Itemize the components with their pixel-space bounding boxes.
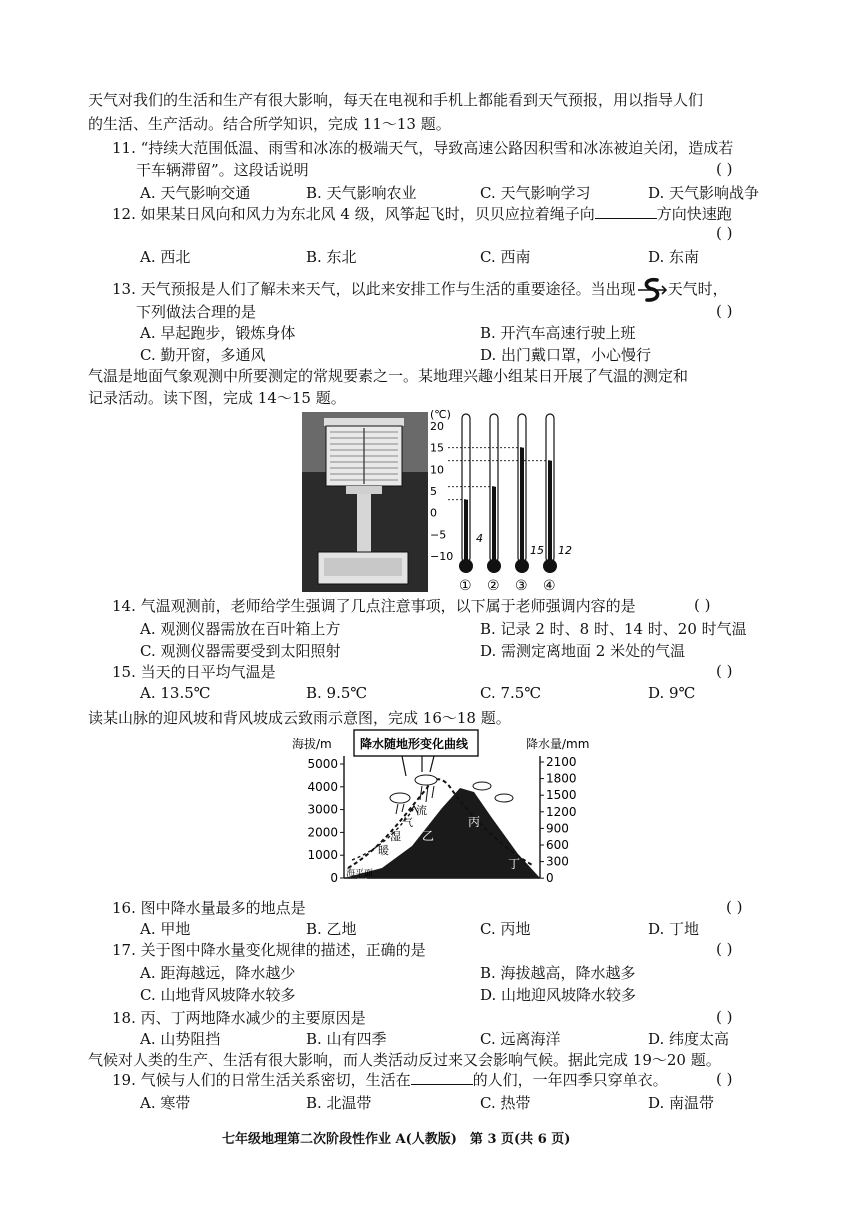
q16-option-c[interactable]: C. 丙地 [480,920,531,938]
q11-option-d[interactable]: D. 天气影响战争 [648,184,760,202]
altitude-tick-label: 5000 [307,757,338,771]
q17-option-d[interactable]: D. 山地迎风坡降水较多 [480,986,637,1004]
mercury-column [548,461,552,564]
q18-option-b[interactable]: B. 山有四季 [306,1030,387,1048]
thermometer-4 [543,414,557,594]
question-11-cont: 干车辆滞留”。这段话说明 [136,161,309,179]
diagram-title: 降水随地形变化曲线 [360,737,469,751]
question-19 [112,1070,668,1090]
intro-text-4: 气候对人类的生产、生活有很大影响，而人类活动反过来又会影响气候。据此完成 19～20 题。 [88,1051,721,1069]
moist-label: 湿 [390,830,401,843]
weather-symbol-icon [637,276,667,304]
question-19-text: 19. 气候与人们的日常生活关系密切，生活在 [112,1071,411,1089]
thermo-tick-label: 15 [430,441,444,455]
intro-text-1: 天气对我们的生活和生产有很大影响，每天在电视和手机上都能看到天气预报，用以指导人们 [88,91,704,109]
rain-tick-label: 2100 [546,755,577,769]
answer-paren-19[interactable]: ( ) [716,1070,733,1088]
thermometer-3 [515,414,529,594]
answer-paren-13[interactable]: ( ) [716,302,733,320]
thermo-tick-label: −10 [430,550,454,563]
q14-option-a[interactable]: A. 观测仪器需放在百叶箱上方 [140,620,341,638]
question-12-text: 12. 如果某日风向和风力为东北风 4 级，风筝起飞时，贝贝应拉着绳子向 [112,205,595,223]
q14-option-c[interactable]: C. 观测仪器需要受到太阳照射 [140,642,341,660]
q12-option-b[interactable]: B. 东北 [306,248,357,266]
q13-option-d[interactable]: D. 出门戴口罩，小心慢行 [480,346,652,364]
thermo-tick-label: −5 [430,528,447,542]
mercury-column [464,500,468,564]
q19-option-b[interactable]: B. 北温带 [306,1094,372,1112]
altitude-tick-label: 1000 [307,848,338,863]
rain-tick-label: 0 [546,871,554,886]
mercury-column [492,487,496,564]
q18-option-a[interactable]: A. 山势阻挡 [140,1030,221,1048]
answer-paren-11[interactable]: ( ) [716,160,733,178]
sea-level-label: 海平面 [346,869,374,879]
q14-option-b[interactable]: B. 记录 2 时、8 时、14 时、20 时气温 [480,620,747,638]
thermo-tick-label: 5 [430,485,437,498]
q19-option-d[interactable]: D. 南温带 [648,1094,715,1112]
thermo-unit-label: (℃) [430,408,451,421]
altitude-axis-label: 海拔/m [292,737,332,751]
rain-tick-label: 900 [546,821,569,836]
handwritten-note: 15 [530,544,544,557]
question-16: 16. 图中降水量最多的地点是 [112,899,306,917]
question-18: 18. 丙、丁两地降水减少的主要原因是 [112,1009,366,1027]
q11-option-c[interactable]: C. 天气影响学习 [480,184,591,202]
weather-station-photo [302,412,428,592]
thermometer-label: ② [487,578,500,594]
thermometer-2 [487,414,501,594]
intro-text-3: 读某山脉的迎风坡和背风坡成云致雨示意图，完成 16～18 题。 [88,709,511,727]
rain-axis-label: 降水量/mm [526,737,590,751]
q16-option-b[interactable]: B. 乙地 [306,920,357,938]
question-17: 17. 关于图中降水量变化规律的描述，正确的是 [112,941,426,959]
altitude-tick-label: 0 [330,871,338,885]
place-yi: 乙 [422,829,435,843]
thermometer-1 [459,414,473,594]
q16-option-d[interactable]: D. 丁地 [648,920,700,938]
q12-option-d[interactable]: D. 东南 [648,248,700,266]
question-19-tail: 的人们，一年四季只穿单衣。 [472,1071,668,1089]
question-12-tail: 方向快速跑 [656,205,732,223]
q13-option-a[interactable]: A. 早起跑步，锻炼身体 [140,324,296,342]
thermometer-label: ④ [543,578,556,594]
mountain-rain-diagram [282,728,602,894]
answer-paren-12[interactable]: ( ) [716,224,733,242]
thermo-tick-label: 10 [430,463,444,477]
q18-option-d[interactable]: D. 纬度太高 [648,1030,730,1048]
q15-option-b[interactable]: B. 9.5℃ [306,684,368,702]
q19-option-a[interactable]: A. 寒带 [140,1094,191,1112]
warm-label: 暖 [378,844,389,857]
handwritten-note: 4 [476,532,483,545]
altitude-tick-label: 2000 [307,825,338,840]
rain-tick-label: 600 [546,838,569,852]
question-13-tail: 天气时， [667,280,728,298]
q19-blank[interactable] [411,1070,473,1085]
answer-paren-14[interactable]: ( ) [694,596,711,614]
question-14: 14. 气温观测前，老师给学生强调了几点注意事项，以下属于老师强调内容的是 [112,597,636,615]
q19-option-c[interactable]: C. 热带 [480,1094,531,1112]
question-11: 11. “持续大范围低温、雨雪和冰冻的极端天气，导致高速公路因积雪和冰冻被迫关闭，造成若 [112,139,734,157]
air-label: 气 [402,816,413,829]
question-12 [112,204,732,224]
q18-option-c[interactable]: C. 远离海洋 [480,1030,561,1048]
q17-option-b[interactable]: B. 海拔越高，降水越多 [480,964,636,982]
q12-option-a[interactable]: A. 西北 [140,248,191,266]
q12-option-c[interactable]: C. 西南 [480,248,531,266]
rain-tick-label: 1800 [546,771,577,786]
q17-option-c[interactable]: C. 山地背风坡降水较多 [140,986,296,1004]
place-jia: 甲 [356,877,369,891]
intro-text-2b: 记录活动。读下图，完成 14～15 题。 [88,389,346,407]
q17-option-a[interactable]: A. 距海越远，降水越少 [140,964,296,982]
rain-tick-label: 1500 [546,788,577,803]
altitude-tick-label: 3000 [307,802,338,817]
q11-option-a[interactable]: A. 天气影响交通 [140,184,251,202]
q15-option-c[interactable]: C. 7.5℃ [480,684,542,702]
question-13-text: 13. 天气预报是人们了解未来天气，以此来安排工作与生活的重要途径。当出现 [112,280,636,298]
q13-option-b[interactable]: B. 开汽车高速行驶上班 [480,324,636,342]
rain-tick-label: 300 [546,854,569,869]
intro-text-1b: 的生活、生产活动。结合所学知识，完成 11～13 题。 [88,115,451,133]
q11-option-b[interactable]: B. 天气影响农业 [306,184,417,202]
q14-option-d[interactable]: D. 需测定离地面 2 米处的气温 [480,642,686,660]
q16-option-a[interactable]: A. 甲地 [140,920,191,938]
q12-blank[interactable] [595,204,657,219]
place-bing: 丙 [468,815,481,829]
question-15: 15. 当天的日平均气温是 [112,663,276,681]
thermo-tick-label: 20 [430,420,444,433]
answer-paren-16[interactable]: ( ) [726,898,743,916]
thermo-tick-label: 0 [430,506,437,520]
q13-option-c[interactable]: C. 勤开窗，多通风 [140,346,266,364]
intro-text-2: 气温是地面气象观测中所要测定的常规要素之一。某地理兴趣小组某日开展了气温的测定和 [88,367,689,385]
rain-tick-label: 1200 [546,804,577,819]
q15-option-d[interactable]: D. 9℃ [648,684,696,702]
handwritten-note: 12 [558,544,572,557]
place-ding: 丁 [508,857,521,871]
page-footer: 七年级地理第二次阶段性作业 A(人教版) 第 3 页(共 6 页) [222,1132,571,1147]
question-13-cont: 下列做法合理的是 [136,303,257,321]
answer-paren-18[interactable]: ( ) [716,1008,733,1026]
flow-label: 流 [416,804,427,817]
altitude-tick-label: 4000 [307,779,338,794]
question-13 [112,276,728,304]
mercury-column [520,448,524,564]
thermometer-label: ③ [515,578,528,594]
q15-option-a[interactable]: A. 13.5℃ [140,684,211,702]
answer-paren-17[interactable]: ( ) [716,940,733,958]
thermometer-label: ① [459,578,472,594]
thermometer-figure [420,404,580,596]
answer-paren-15[interactable]: ( ) [716,662,733,680]
